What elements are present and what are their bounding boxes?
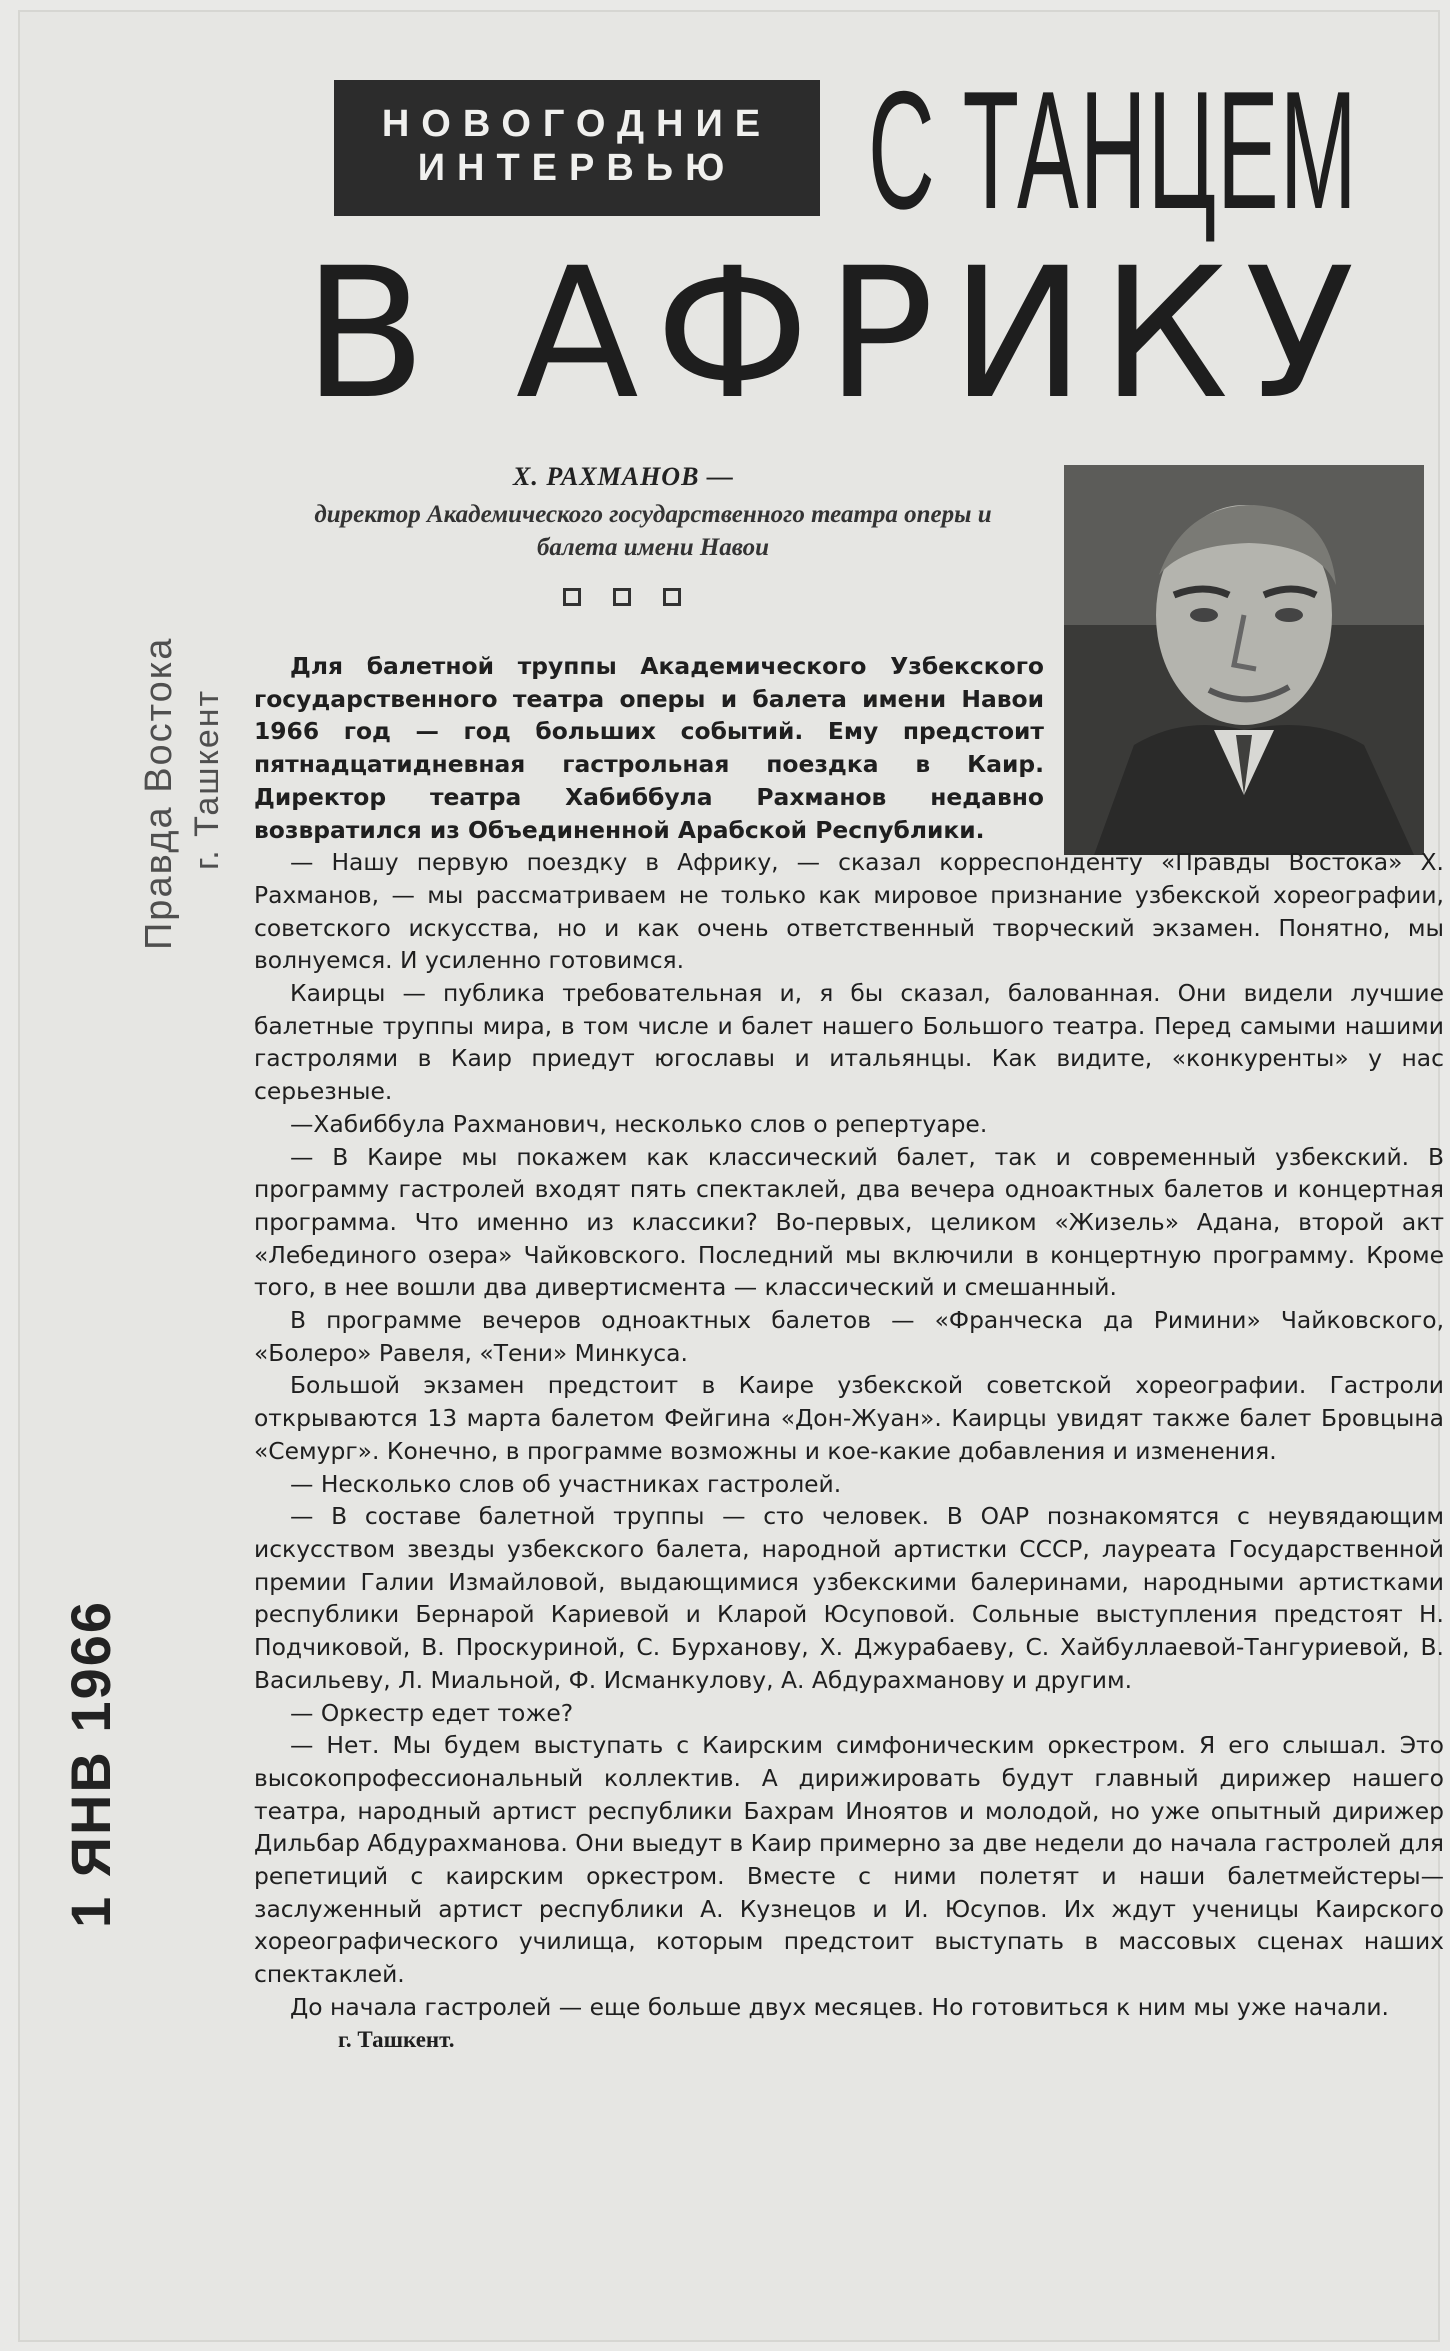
stamp-newspaper: Правда Востока [138, 636, 180, 950]
author-title: директор Академического государственного театра оперы и балета имени Навои [314, 501, 992, 561]
author-name: Х. РАХМАНОВ — [513, 462, 734, 491]
ornament-square-icon [563, 588, 581, 606]
article-body [254, 650, 1444, 2056]
ornament-divider [563, 588, 681, 606]
article-lead: Для балетной труппы Академического Узбекского государственного театра оперы и балета имени Навои 1966 год — год больших событий. Ему предстоит пятнадцатидневная гастрольная поездка в Каир. Директор театра Хабиббула Рахманов недавно возвратился из Объединенной Арабской Республики. [254, 652, 1044, 844]
headline-line-1: С ТАНЦЕМ [868, 56, 1358, 244]
ornament-square-icon [663, 588, 681, 606]
article-paragraph: —Хабиббула Рахманович, несколько слов о репертуаре. [290, 1109, 988, 1138]
rubric-line-2: ИНТЕРВЬЮ [417, 147, 737, 189]
date-stamp-text: 1 ЯНВ 1966 [59, 1600, 122, 1928]
ornament-square-icon [613, 588, 631, 606]
article-paragraph: — В Каире мы покажем как классический балет, так и современный узбекский. В программу гастролей входят пять спектаклей, два вечера одноактных балетов и концертная программа. Что именно из классики? Во-первых, целиком «Жизель» Адана, второй акт «Лебединого озера» Чайковского. Последний мы включили в концертную программу. Кроме того, в нее вошли два дивертисмента — классический и смешанный. [254, 1142, 1444, 1302]
article-paragraph: — Нет. Мы будем выступать с Каирским симфоническим оркестром. Я его слышал. Это высокопрофессиональный коллектив. А дирижировать будут главный дирижер нашего театра, народный артист республики Бахрам Иноятов и молодой, но уже опытный дирижер Дильбар Абдурахманова. Они выедут в Каир примерно за две недели до начала гастролей для репетиций с каирским оркестром. Вместе с ними полетят и наши балетмейстеры—заслуженный артист республики А. Кузнецов и И. Юсупов. Их ждут ученицы Каирского хореографического училища, которым предстоит выступать в массовых сценах наших спектаклей. [254, 1731, 1444, 1989]
article-paragraph: До начала гастролей — еще больше двух месяцев. Но готовиться к ним мы уже начали. [290, 1992, 1389, 2021]
article-paragraph: — В составе балетной труппы — сто человек. В ОАР познакомятся с неувядающим искусством звезды узбекского балета, народной артистки СССР, лауреата Государственной премии Галии Измайловой, выдающимися узбекскими балеринами, народными артистками республики Бернарой Кариевой и Кларой Юсуповой. Сольные выступления предстоят Н. Подчиковой, В. Проскуриной, С. Бурханову, Х. Джурабаеву, С. Хайбуллаевой-Тангуриевой, В. Васильеву, Л. Миальной, Ф. Исманкулову, А. Абдурахманову и другим. [254, 1502, 1444, 1694]
date-stamp [38, 1600, 128, 1928]
newspaper-clipping [18, 10, 1444, 2342]
rubric-banner [334, 80, 820, 216]
rubric-line-1: НОВОГОДНИЕ [381, 103, 773, 145]
publication-stamp [48, 570, 248, 970]
article-paragraph: — Оркестр едет тоже? [290, 1698, 574, 1727]
headline-line-2: В АФРИКУ [303, 230, 1371, 439]
article-paragraph: — Несколько слов об участниках гастролей. [290, 1469, 842, 1498]
article-paragraph: — Нашу первую поездку в Африку, — сказал корреспонденту «Правды Востока» Х. Рахманов, — мы рассматриваем не только как мировое признание узбекской хореографии, советского искусства, но и как очень ответственный творческий экзамен. Понятно, мы волнуемся. И усиленно готовимся. [254, 848, 1444, 975]
article-paragraph: Каирцы — публика требовательная и, я бы сказал, балованная. Они видели лучшие балетные труппы мира, в том числе и балет нашего Большого театра. Перед самыми нашими гастролями в Каир приедут югославы и итальянцы. Как видите, «конкуренты» у нас серьезные. [254, 979, 1444, 1106]
stamp-city: г. Ташкент [188, 688, 226, 870]
article-paragraph: Большой экзамен предстоит в Каире узбекской советской хореографии. Гастроли открываются 13 марта балетом Фейгина «Дон-Жуан». Каирцы увидят также балет Бровцына «Семург». Конечно, в программе возможны и кое-какие добавления и изменения. [254, 1371, 1444, 1465]
article-signature: г. Ташкент. [338, 2026, 455, 2052]
article-paragraph: В программе вечеров одноактных балетов — «Франческа да Римини» Чайковского, «Болеро» Равеля, «Тени» Минкуса. [254, 1306, 1444, 1367]
